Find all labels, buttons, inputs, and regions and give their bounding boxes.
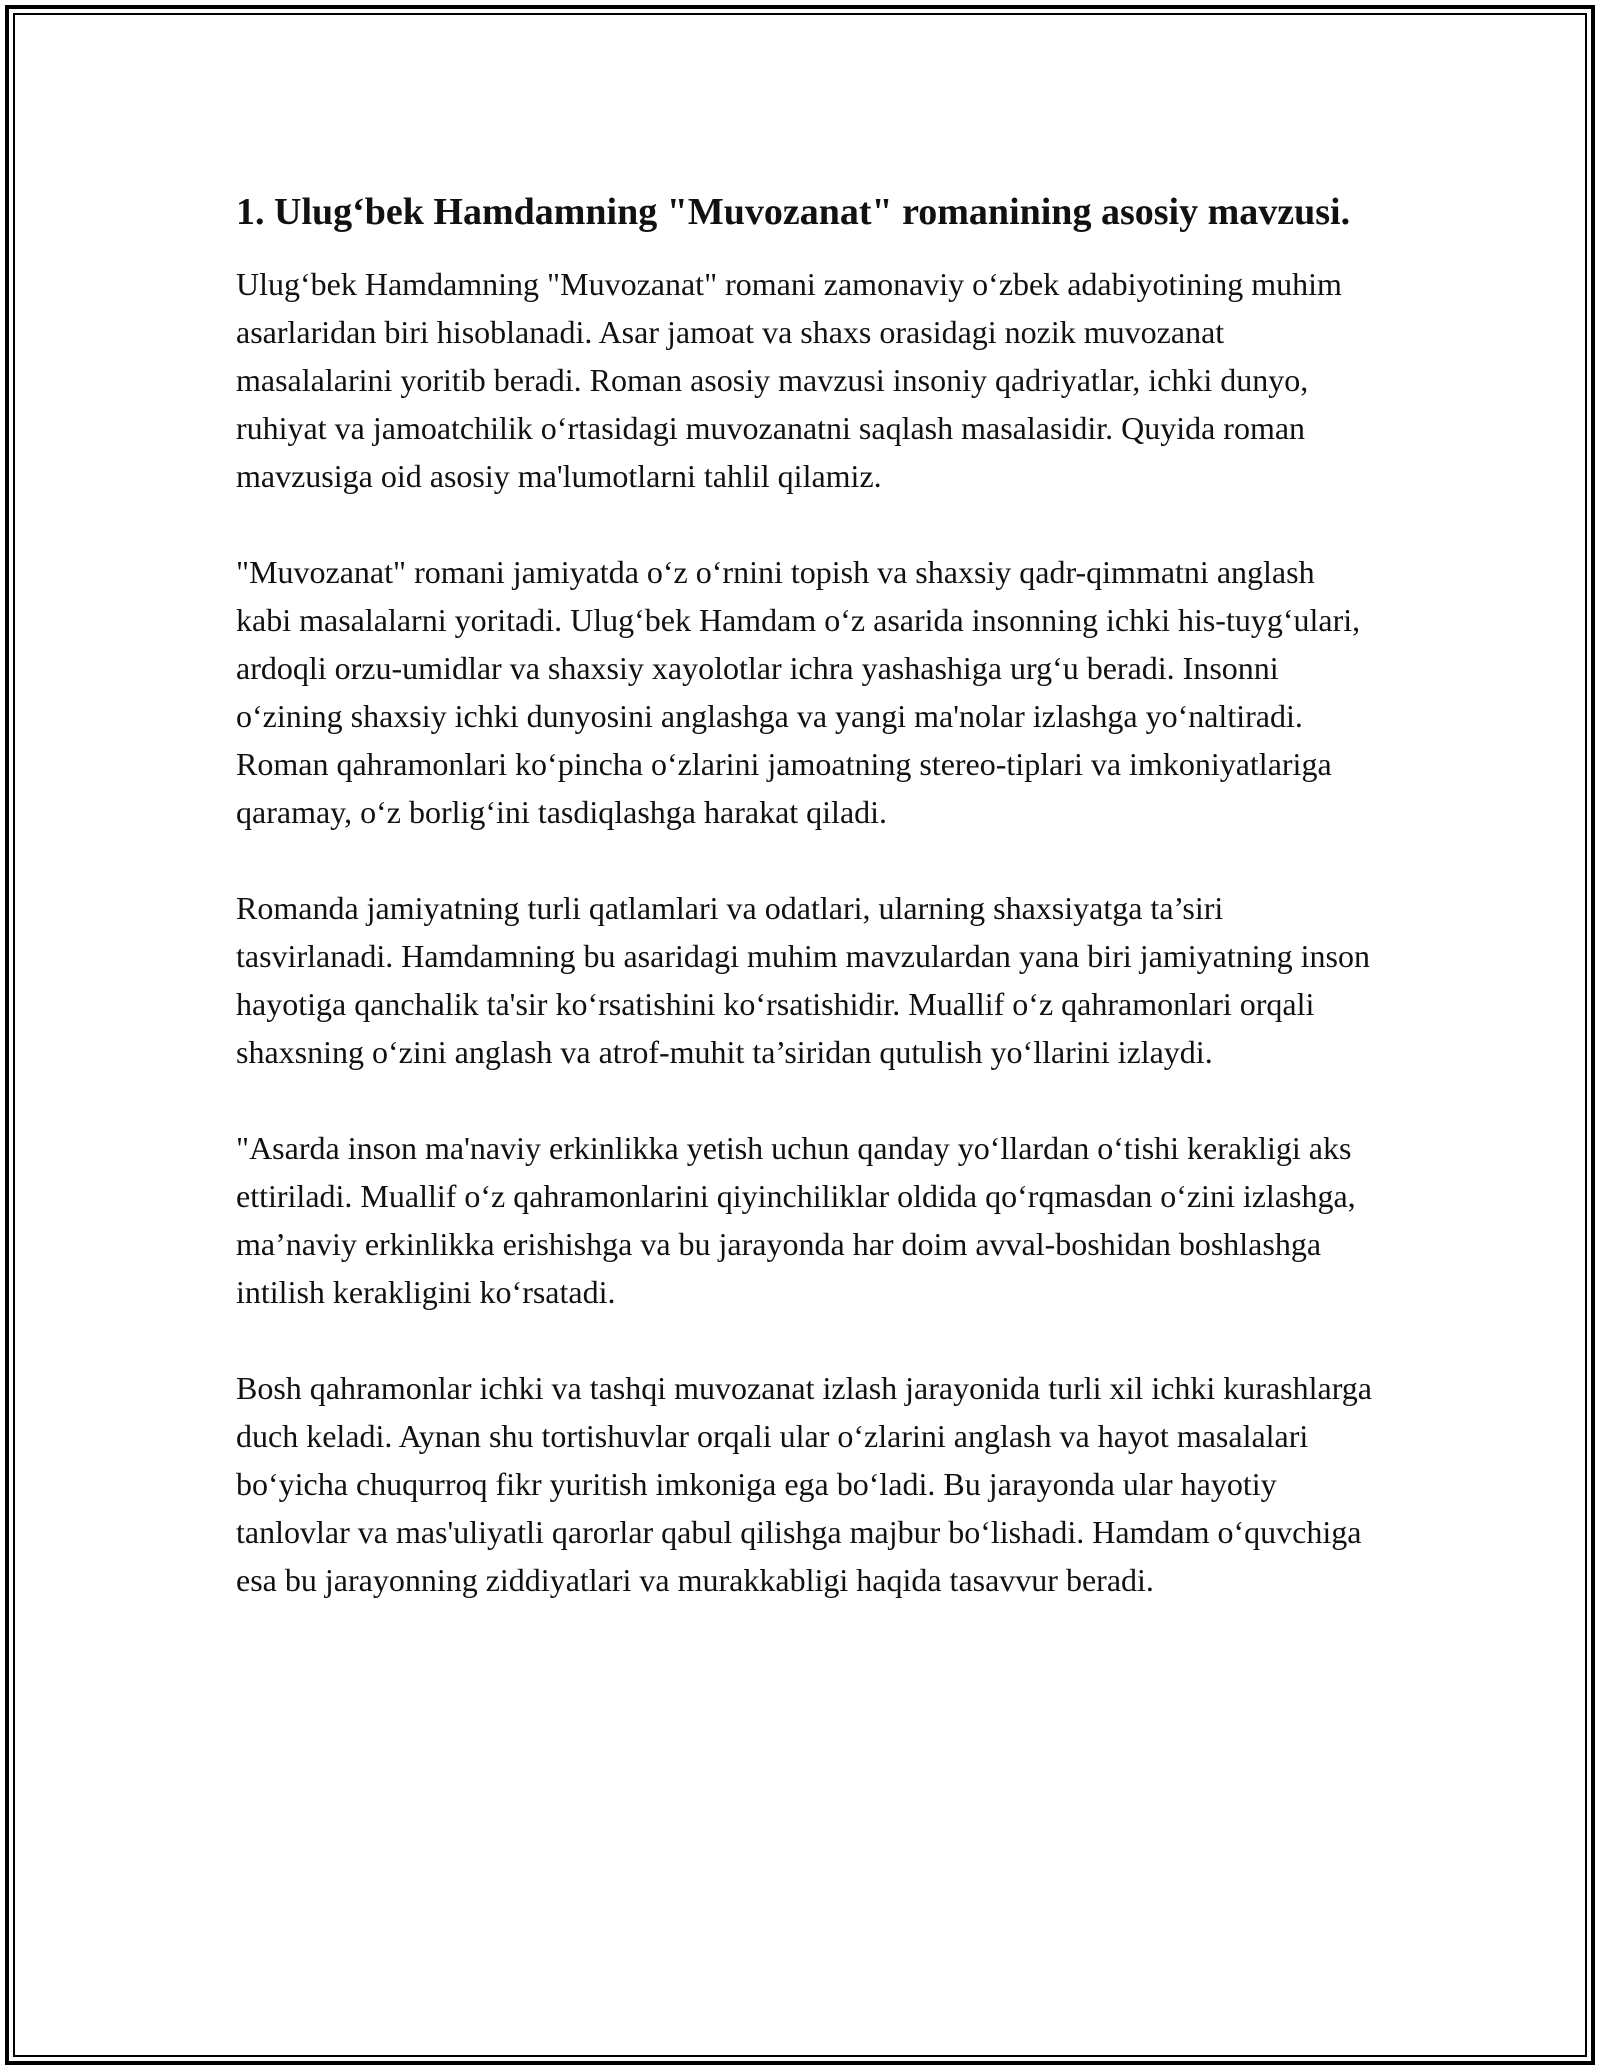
paragraph-5: Bosh qahramonlar ichki va tashqi muvozanat izlash jarayonida turli xil ichki kurashlarga duch keladi. Aynan shu tortishuvlar orqali ular o‘zlarini anglash va hayot masalalari bo‘yicha chuqurroq fikr yuritish imkoniga ega bo‘ladi. Bu jarayonda ular hayotiy tanlovlar va mas'uliyatli qarorlar qabul qilishga majbur bo‘lishadi. Hamdam o‘quvchiga esa bu jarayonning ziddiyatlari va murakkabligi haqida tasavvur beradi. [236, 1370, 1372, 1598]
paragraph-intro: Ulug‘bek Hamdamning "Muvozanat" romani zamonaviy o‘zbek adabiyotining muhim asarlaridan biri hisoblanadi. Asar jamoat va shaxs orasidagi nozik muvozanat masalalarini yoritib beradi. Roman asosiy mavzusi insoniy qadriyatlar, ichki dunyo, ruhiyat va jamoatchilik o‘rtasidagi muvozanatni saqlash masalasidir. Quyida roman mavzusiga oid asosiy ma'lumotlarni tahlil qilamiz. [236, 266, 1342, 494]
paragraph-3: Romanda jamiyatning turli qatlamlari va odatlari, ularning shaxsiyatga ta’siri tasvirlanadi. Hamdamning bu asaridagi muhim mavzulardan yana biri jamiyatning inson hayotiga qanchalik ta'sir ko‘rsatishini ko‘rsatishidir. Muallif o‘z qahramonlari orqali shaxsning o‘zini anglash va atrof-muhit ta’siridan qutulish yo‘llarini izlaydi. [236, 890, 1370, 1070]
document-body [236, 186, 1376, 1652]
paragraph-2: "Muvozanat" romani jamiyatda o‘z o‘rnini topish va shaxsiy qadr-qimmatni anglash kabi masalalarni yoritadi. Ulug‘bek Hamdam o‘z asarida insonning ichki his-tuyg‘ulari, ardoqli orzu-umidlar va shaxsiy xayolotlar ichra yashashiga urg‘u beradi. Insonni o‘zining shaxsiy ichki dunyosini anglashga va yangi ma'nolar izlashga yo‘naltiradi. Roman qahramonlari ko‘pincha o‘zlarini jamoatning stereo-tiplari va imkoniyatlariga qaramay, o‘z borlig‘ini tasdiqlashga harakat qiladi. [236, 554, 1361, 830]
page-title: 1. Ulug‘bek Hamdamning "Muvozanat" romanining asosiy mavzusi. [236, 191, 1351, 233]
paragraph-4: "Asarda inson ma'naviy erkinlikka yetish uchun qanday yo‘llardan o‘tishi kerakligi aks ettiriladi. Muallif o‘z qahramonlarini qiyinchiliklar oldida qo‘rqmasdan o‘zini izlashga, ma’naviy erkinlikka erishishga va bu jarayonda har doim avval-boshidan boshlashga intilish kerakligini ko‘rsatadi. [236, 1130, 1356, 1310]
